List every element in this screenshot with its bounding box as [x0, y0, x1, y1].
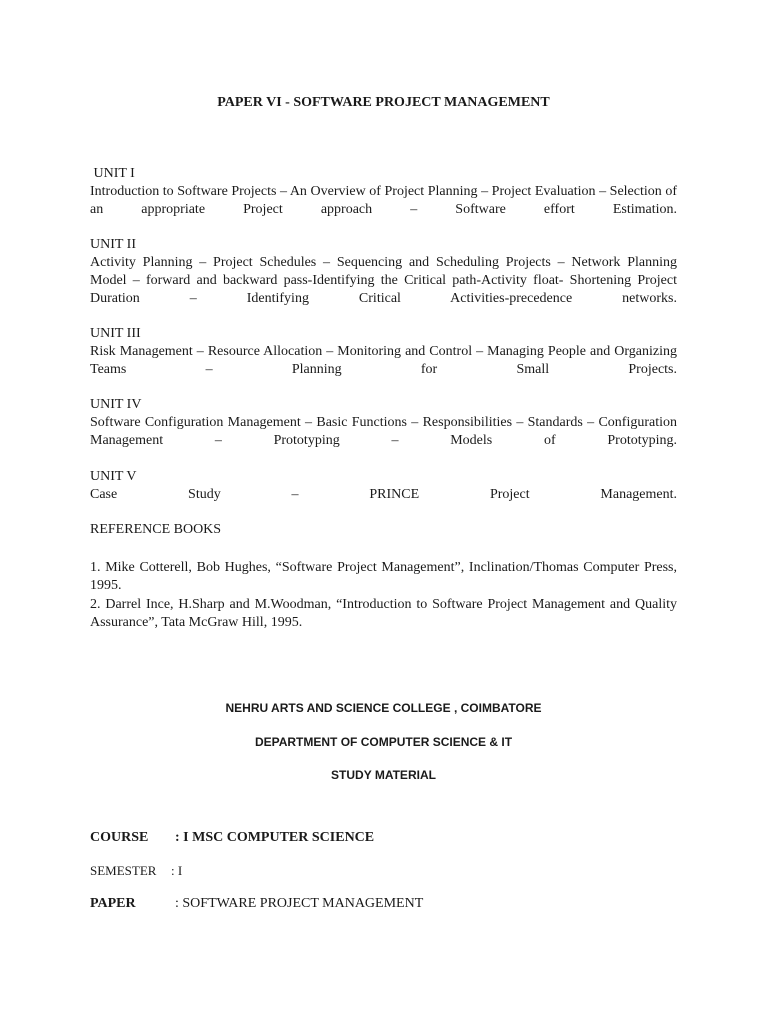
paper-field — [90, 895, 424, 913]
reference-books-heading: REFERENCE BOOKS — [90, 522, 222, 537]
unit-5-section — [90, 468, 677, 522]
page-title: PAPER VI - SOFTWARE PROJECT MANAGEMENT — [217, 95, 550, 110]
reference-item: 1. Mike Cotterell, Bob Hughes, “Software Project Management”, Inclination/Thomas Computer Press, 1995. — [90, 560, 677, 593]
unit-5-heading: UNIT V — [90, 469, 137, 484]
unit-4-body: Software Configuration Management – Basic Functions – Responsibilities – Standards – Configuration Management – Prototyping – Models of Prototyping. — [90, 415, 677, 448]
department-name: DEPARTMENT OF COMPUTER SCIENCE & IT — [254, 735, 513, 749]
reference-item: 2. Darrel Ince, H.Sharp and M.Woodman, “Introduction to Software Project Management and Quality Assurance”, Tata McGraw Hill, 1995. — [90, 597, 677, 630]
unit-2-section — [90, 236, 677, 326]
unit-4-heading: UNIT IV — [90, 397, 142, 412]
document-page — [90, 0, 677, 1024]
unit-1-heading: UNIT I — [90, 166, 135, 181]
unit-2-body: Activity Planning – Project Schedules – Sequencing and Scheduling Projects – Network Planning Model – forward and backward pass-Identifying the Critical path-Activity float- Shortening Project Duration – Identifying Critical Activities-precedence networks. — [90, 255, 677, 306]
paper-value: : SOFTWARE PROJECT MANAGEMENT — [175, 896, 424, 911]
course-label: COURSE — [90, 830, 149, 845]
unit-5-body: Case Study – PRINCE Project Management. — [90, 487, 677, 502]
unit-3-section — [90, 325, 677, 397]
unit-1-body: Introduction to Software Projects – An Overview of Project Planning – Project Evaluation – Selection of an appropriate Project approach – Software effort Estimation. — [90, 184, 677, 217]
unit-3-heading: UNIT III — [90, 326, 141, 341]
course-value: : I MSC COMPUTER SCIENCE — [175, 830, 375, 845]
unit-1-section — [90, 165, 677, 237]
semester-field — [90, 862, 183, 880]
semester-label: SEMESTER — [90, 863, 157, 878]
college-name: NEHRU ARTS AND SCIENCE COLLEGE , COIMBATORE — [225, 701, 542, 715]
unit-2-heading: UNIT II — [90, 237, 137, 252]
course-field — [90, 829, 375, 847]
semester-value: : I — [171, 863, 183, 878]
unit-3-body: Risk Management – Resource Allocation – Monitoring and Control – Managing People and Organizing Teams – Planning for Small Projects. — [90, 344, 677, 377]
paper-label: PAPER — [90, 896, 136, 911]
study-material-heading: STUDY MATERIAL — [331, 768, 436, 782]
unit-4-section — [90, 396, 677, 468]
